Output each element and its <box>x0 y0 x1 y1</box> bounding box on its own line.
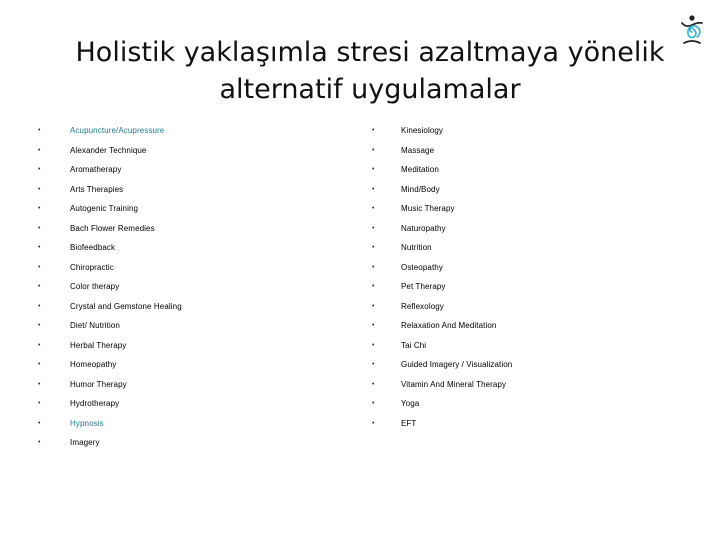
bullet-icon: • <box>38 302 41 310</box>
bullet-icon: • <box>372 419 375 427</box>
list-item <box>38 414 338 434</box>
list-item-label: Hypnosis <box>70 418 104 428</box>
list-item-label: Crystal and Gemstone Healing <box>70 301 182 311</box>
list-item-label: Pet Therapy <box>401 282 446 291</box>
bullet-icon: • <box>372 127 375 134</box>
bullet-icon: • <box>38 322 41 329</box>
list-item <box>372 355 692 375</box>
bullet-icon: • <box>372 263 375 271</box>
list-item <box>38 433 338 453</box>
list-item-label: Tai Chi <box>401 340 427 350</box>
list-item-label: EFT <box>401 418 417 428</box>
bullet-icon: • <box>372 166 375 173</box>
list-item-label: Hydrotherapy <box>70 399 120 408</box>
bullet-icon: • <box>38 127 41 134</box>
stick-figure-spiral-icon <box>680 14 704 46</box>
list-item-label: Reflexology <box>401 301 444 311</box>
list-item <box>372 277 692 297</box>
list-item-label: Aromatherapy <box>70 165 122 174</box>
bullet-icon: • <box>38 224 41 232</box>
list-item <box>38 277 338 297</box>
list-item-label: Nutrition <box>401 243 432 252</box>
bullet-icon: • <box>38 185 41 193</box>
list-item <box>372 336 692 356</box>
list-item <box>372 414 692 434</box>
list-item <box>372 180 692 200</box>
list-item <box>38 238 338 258</box>
list-item-label: Bach Flower Remedies <box>70 223 155 233</box>
list-item <box>38 258 338 278</box>
list-item-label: Relaxation And Meditation <box>401 321 497 330</box>
bullet-icon: • <box>38 146 41 154</box>
bullet-icon: • <box>372 185 375 193</box>
list-item-label: Humor Therapy <box>70 379 127 389</box>
list-item <box>372 375 692 395</box>
bullet-icon: • <box>372 205 375 212</box>
bullet-icon: • <box>372 146 375 154</box>
bullet-icon: • <box>372 322 375 329</box>
bullet-icon: • <box>372 380 375 388</box>
list-item <box>38 355 338 375</box>
bullet-icon: • <box>38 400 41 407</box>
list-item <box>372 238 692 258</box>
bullet-icon: • <box>372 400 375 407</box>
list-item <box>38 297 338 317</box>
list-item-label: Yoga <box>401 399 420 408</box>
list-item <box>38 316 338 336</box>
list-item <box>372 297 692 317</box>
list-item-label: Osteopathy <box>401 262 443 272</box>
list-item-label: Naturopathy <box>401 223 446 233</box>
list-item-label: Imagery <box>70 438 100 447</box>
list-item <box>372 141 692 161</box>
list-item <box>372 316 692 336</box>
list-item <box>372 258 692 278</box>
bullet-icon: • <box>38 244 41 251</box>
list-item-label: Diet/ Nutrition <box>70 321 120 330</box>
list-item <box>38 180 338 200</box>
list-item <box>372 394 692 414</box>
list-item-label: Alexander Technique <box>70 145 147 155</box>
title-line-1: Holistik yaklaşımla stresi azaltmaya yönelik <box>75 37 665 68</box>
list-item <box>38 141 338 161</box>
list-item-label: Homeopathy <box>70 360 117 369</box>
right-bullet-list <box>372 121 692 433</box>
list-item-label: Meditation <box>401 165 439 174</box>
list-item-label: Herbal Therapy <box>70 340 127 350</box>
list-item-label: Acupuncture/Acupressure <box>70 126 165 135</box>
list-item <box>38 219 338 239</box>
list-item-label: Massage <box>401 145 435 155</box>
left-bullet-list <box>38 121 338 453</box>
bullet-icon: • <box>38 439 41 446</box>
list-item-label: Arts Therapies <box>70 184 124 194</box>
list-item <box>38 375 338 395</box>
bullet-icon: • <box>38 380 41 388</box>
list-item <box>372 199 692 219</box>
list-item <box>38 199 338 219</box>
list-item-label: Vitamin And Mineral Therapy <box>401 379 507 389</box>
bullet-icon: • <box>38 205 41 212</box>
bullet-icon: • <box>372 361 375 368</box>
list-item-label: Guided Imagery / Visualization <box>401 360 513 369</box>
bullet-icon: • <box>38 361 41 368</box>
bullet-icon: • <box>372 283 375 290</box>
list-item-label: Kinesiology <box>401 126 444 135</box>
bullet-icon: • <box>372 244 375 251</box>
list-item-label: Mind/Body <box>401 184 440 194</box>
list-item-label: Music Therapy <box>401 204 455 213</box>
list-item-label: Chiropractic <box>70 262 114 272</box>
list-item <box>372 219 692 239</box>
bullet-icon: • <box>372 224 375 232</box>
list-item-label: Biofeedback <box>70 243 116 252</box>
slide-title <box>40 34 700 108</box>
list-item <box>38 160 338 180</box>
list-item-label: Color therapy <box>70 282 120 291</box>
bullet-icon: • <box>38 341 41 349</box>
bullet-icon: • <box>38 263 41 271</box>
bullet-icon: • <box>38 419 41 427</box>
list-item <box>372 121 692 141</box>
list-item <box>372 160 692 180</box>
bullet-icon: • <box>38 283 41 290</box>
list-item <box>38 394 338 414</box>
bullet-icon: • <box>372 341 375 349</box>
list-item <box>38 121 338 141</box>
bullet-icon: • <box>38 166 41 173</box>
title-line-2: alternatif uygulamalar <box>219 74 521 105</box>
list-item <box>38 336 338 356</box>
bullet-icon: • <box>372 302 375 310</box>
list-item-label: Autogenic Training <box>70 204 139 213</box>
